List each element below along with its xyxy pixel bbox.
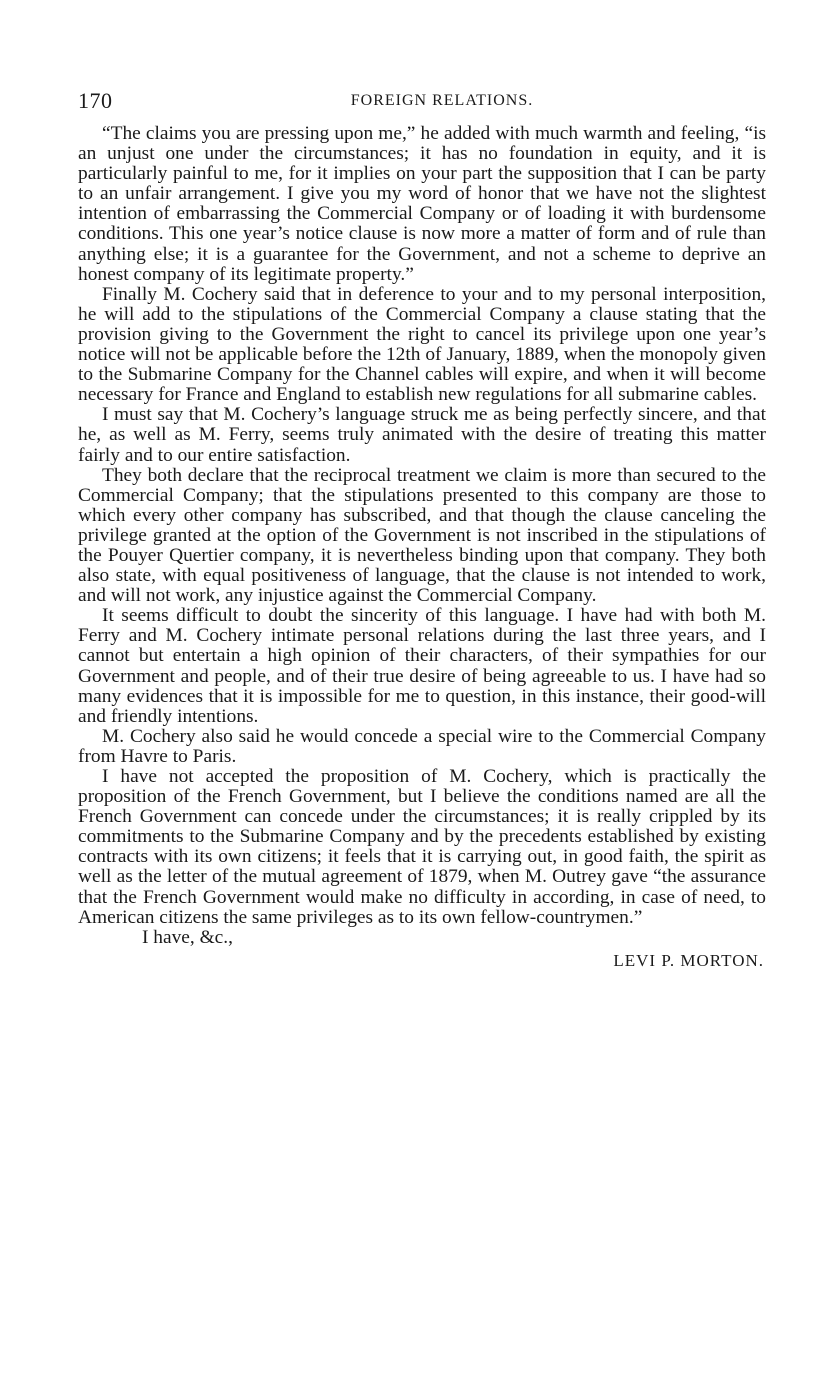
paragraph: “The claims you are pressing upon me,” he added with much warmth and feeling, “is an unjust one under the circumstances; it has no foundation in equity, and it is particularly painful to me, for it implies on your part the supposition that I can be party to an unfair arrangement. I give you my word of honor that we have not the slightest intention of embarrassing the Commercial Company or of loading it with burdensome conditions. This one year’s notice clause is now more a matter of form and of rule than anything else; it is a guarantee for the Government, and not a scheme to deprive an honest company of its legitimate property.”: [78, 123, 766, 285]
paragraph: They both declare that the reciprocal treatment we claim is more than secured to the Commercial Company; that the stipulations presented to this company are those to which every other company has subscribed, and that though the clause canceling the privilege granted at the option of the Government is not inscribed in the stipulations of the Pouyer Quertier company, it is nevertheless binding upon that company. They both also state, with equal positiveness of language, that the clause is not intended to work, and will not work, any injustice against the Commercial Company.: [78, 464, 766, 607]
paragraph: Finally M. Cochery said that in deference to your and to my personal interposition, he will add to the stipulations of the Commercial Company a clause stating that the provision giving to the Government the right to cancel its privilege upon one year’s notice will not be applicable before the 12th of January, 1889, when the monopoly given to the Submarine Company for the Channel cables will expire, and when it will become necessary for France and England to establish new regulations for all submarine cables.: [78, 283, 766, 406]
page-header: [78, 88, 766, 118]
paragraph: I have not accepted the proposition of M. Cochery, which is practically the proposition of the French Government, but I believe the conditions named are all the French Government can concede under the circumstances; it is really crippled by its commitments to the Submarine Company and by the precedents established by existing contracts with its own citizens; it feels that it is carrying out, in good faith, the spirit as well as the letter of the mutual agreement of 1879, when M. Outrey gave “the assurance that the French Government would make no difficulty in according, in case of need, to American citizens the same privileges as to its own fellow-countrymen.”: [78, 766, 766, 928]
paragraph: I must say that M. Cochery’s language struck me as being perfectly sincere, and that he, as well as M. Ferry, seems truly animated with the desire of treating this matter fairly and to our entire satisfaction.: [78, 404, 766, 466]
body-text: [78, 124, 766, 928]
closing-salutation: I have, &c.,: [142, 926, 233, 948]
paragraph: M. Cochery also said he would concede a special wire to the Commercial Company from Havre to Paris.: [78, 725, 766, 767]
signature: LEVI P. MORTON.: [613, 950, 764, 970]
paragraph: It seems difficult to doubt the sincerity of this language. I have had with both M. Ferry and M. Cochery intimate personal relations during the last three years, and I cannot but entertain a high opinion of their characters, of their sympathies for our Government and people, and of their true desire of being agreeable to us. I have had so many evidences that it is impossible for me to question, in this instance, their good-will and friendly intentions.: [78, 605, 766, 727]
running-head: FOREIGN RELATIONS.: [350, 92, 534, 109]
page-number: 170: [78, 88, 113, 113]
